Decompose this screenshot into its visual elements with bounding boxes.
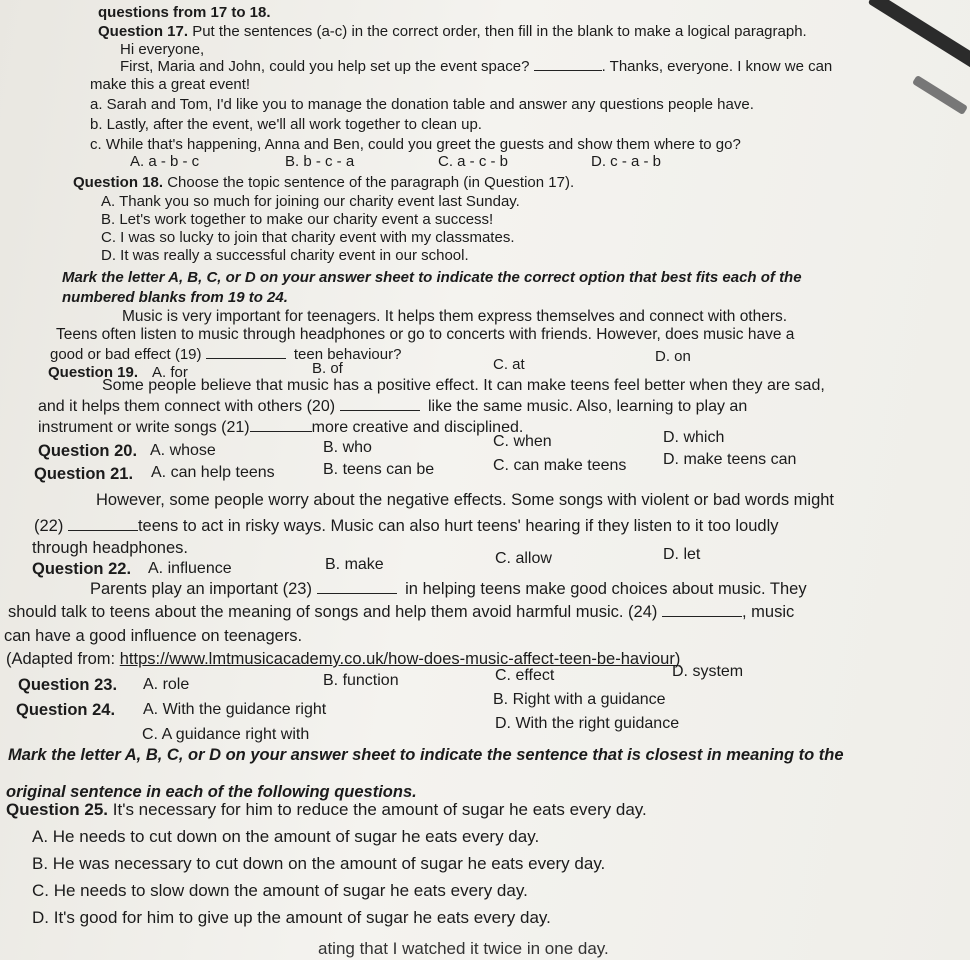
q17-sentence-c: c. While that's happening, Anna and Ben, could you greet the guests and show them where to go? (90, 136, 741, 153)
q17-option-b[interactable]: B. b - c - a (285, 153, 355, 170)
q20-option-b[interactable]: B. who (323, 439, 372, 456)
source-link[interactable]: https://www.lmtmusicacademy.co.uk/how-does-music-affect-teen-be-haviour) (119, 650, 681, 668)
q25-option-c[interactable]: C. He needs to slow down the amount of sugar he eats every day. (32, 881, 528, 900)
section3-instruction-1: Mark the letter A, B, C, or D on your answer sheet to indicate the sentence that is closest in meaning to the (8, 746, 844, 764)
q25-option-d[interactable]: D. It's good for him to give up the amount of sugar he eats every day. (32, 908, 551, 927)
section3-instruction-2: original sentence in each of the following questions. (6, 783, 417, 801)
passage-line-12: can have a good influence on teenagers. (4, 627, 303, 645)
q18-option-d[interactable]: D. It was really a successful charity event in our school. (101, 247, 469, 264)
q23-option-c[interactable]: C. effect (495, 667, 555, 684)
passage-line-8-b: teens to act in risky ways. Music can also hurt teens' hearing if they listen to it too loudly (137, 517, 779, 535)
q23-option-b[interactable]: B. function (323, 672, 399, 689)
header-text: questions from 17 to 18. (98, 4, 271, 21)
q25-prompt: It's necessary for him to reduce the amount of sugar he eats every day. (112, 800, 647, 819)
q17-greeting: Hi everyone, (120, 41, 205, 58)
q23-option-a[interactable]: A. role (143, 676, 190, 693)
passage-line-10-b: in helping teens make good choices about music. They (405, 580, 807, 598)
q20-option-a[interactable]: A. whose (150, 442, 216, 459)
q22-option-a[interactable]: A. influence (148, 560, 232, 577)
passage-line-2: Teens often listen to music through headphones or go to concerts with friends. However, does music have a (56, 326, 795, 343)
q21-label: Question 21. (34, 465, 134, 483)
q17-option-d[interactable]: D. c - a - b (591, 153, 662, 170)
q17-option-c[interactable]: C. a - c - b (438, 153, 509, 170)
q20-option-c[interactable]: C. when (493, 433, 552, 450)
q24-option-c[interactable]: C. A guidance right with (142, 726, 310, 743)
passage-line-1: Music is very important for teenagers. It helps them express themselves and connect with others. (122, 308, 788, 325)
q17-blank[interactable] (534, 58, 602, 71)
q25-line (6, 799, 647, 821)
q19-option-a[interactable]: A. for (152, 364, 188, 381)
passage-line-8-a: (22) (34, 517, 64, 535)
q18-option-a[interactable]: A. Thank you so much for joining our charity event last Sunday. (101, 193, 520, 210)
q17-line1 (120, 58, 832, 76)
q23-option-d[interactable]: D. system (672, 663, 744, 680)
q18-label: Question 18. (73, 174, 164, 191)
q21-option-a[interactable]: A. can help teens (151, 464, 275, 481)
passage-line-10 (90, 579, 807, 599)
passage-line-11-b: , music (741, 603, 795, 621)
passage-line-7: However, some people worry about the negative effects. Some songs with violent or bad words might (96, 491, 835, 509)
q18-option-c[interactable]: C. I was so lucky to join that charity event with my classmates. (101, 229, 515, 246)
q17-line1-a: First, Maria and John, could you help set up the event space? (120, 58, 530, 75)
passage-line-10-a: Parents play an important (23) (90, 580, 312, 598)
q24-option-d[interactable]: D. With the right guidance (495, 715, 680, 732)
q25-label: Question 25. (6, 800, 109, 819)
blank-22[interactable] (68, 518, 138, 531)
section2-instruction-2: numbered blanks from 19 to 24. (62, 289, 288, 306)
passage-line-9: through headphones. (32, 539, 188, 557)
passage-line-8 (34, 516, 778, 536)
blank-23[interactable] (317, 581, 397, 594)
q18-option-b[interactable]: B. Let's work together to make our charity event a success! (101, 211, 494, 228)
blank-24[interactable] (662, 604, 742, 617)
q17-option-a[interactable]: A. a - b - c (130, 153, 200, 170)
q22-option-c[interactable]: C. allow (495, 550, 552, 567)
passage-line-11-a: should talk to teens about the meaning of songs and help them avoid harmful music. (24) (8, 603, 658, 621)
q23-label: Question 23. (18, 676, 118, 694)
section2-instruction-1: Mark the letter A, B, C, or D on your answer sheet to indicate the correct option that best fits each of the (62, 269, 802, 286)
q17-line2: make this a great event! (90, 76, 251, 93)
q24-label: Question 24. (16, 701, 116, 719)
q18-prompt: Choose the topic sentence of the paragraph (in Question 17). (167, 174, 575, 191)
q24-option-a[interactable]: A. With the guidance right (143, 701, 327, 718)
q22-option-b[interactable]: B. make (325, 556, 384, 573)
q17-label: Question 17. (98, 23, 189, 40)
passage-line-11 (8, 602, 794, 622)
q19-option-b[interactable]: B. of (312, 360, 343, 377)
blank-21[interactable] (250, 419, 312, 432)
passage-line-6-a: instrument or write songs (21) (38, 419, 250, 436)
passage-line-5 (38, 397, 747, 417)
passage-line-4: Some people believe that music has a positive effect. It can make teens feel better when they are sad, (102, 377, 825, 394)
passage-line-6-b: more creative and disciplined. (311, 419, 524, 436)
q17-prompt: Put the sentences (a-c) in the correct order, then fill in the blank to make a logical paragraph. (192, 23, 807, 40)
q25-option-a[interactable]: A. He needs to cut down on the amount of sugar he eats every day. (32, 827, 540, 846)
blank-19[interactable] (206, 346, 286, 359)
blank-20[interactable] (340, 398, 420, 411)
source-line (6, 649, 680, 669)
q20-option-d[interactable]: D. which (663, 429, 725, 446)
q19-option-d[interactable]: D. on (655, 348, 691, 365)
passage-line-5-a: and it helps them connect with others (20) (38, 398, 336, 415)
q17-sentence-b: b. Lastly, after the event, we'll all work together to clean up. (90, 116, 482, 133)
q19-label: Question 19. (48, 364, 139, 381)
q24-option-b[interactable]: B. Right with a guidance (493, 691, 666, 708)
q22-option-d[interactable]: D. let (663, 546, 701, 563)
passage-line-3-b: teen behaviour? (293, 346, 402, 363)
q21-option-c[interactable]: C. can make teens (493, 457, 627, 474)
cut-off-line: ating that I watched it twice in one day. (318, 939, 609, 958)
q22-label: Question 22. (32, 560, 132, 578)
source-prefix: (Adapted from: (6, 650, 120, 668)
q17-sentence-a: a. Sarah and Tom, I'd like you to manage the donation table and answer any questions people have. (90, 96, 754, 113)
q25-option-b[interactable]: B. He was necessary to cut down on the amount of sugar he eats every day. (32, 854, 606, 873)
q18-prompt-line (73, 174, 574, 192)
q17-line1-b: . Thanks, everyone. I know we can (601, 58, 833, 75)
passage-line-5-b: like the same music. Also, learning to play an (427, 398, 748, 415)
q17-prompt-line (98, 23, 807, 41)
passage-line-6 (38, 418, 523, 438)
q21-option-d[interactable]: D. make teens can (663, 451, 797, 468)
q19-option-c[interactable]: C. at (493, 356, 525, 373)
q21-option-b[interactable]: B. teens can be (323, 461, 435, 478)
q20-label: Question 20. (38, 442, 138, 460)
passage-line-3-a: good or bad effect (19) (50, 346, 202, 363)
passage-line-3 (50, 346, 401, 364)
